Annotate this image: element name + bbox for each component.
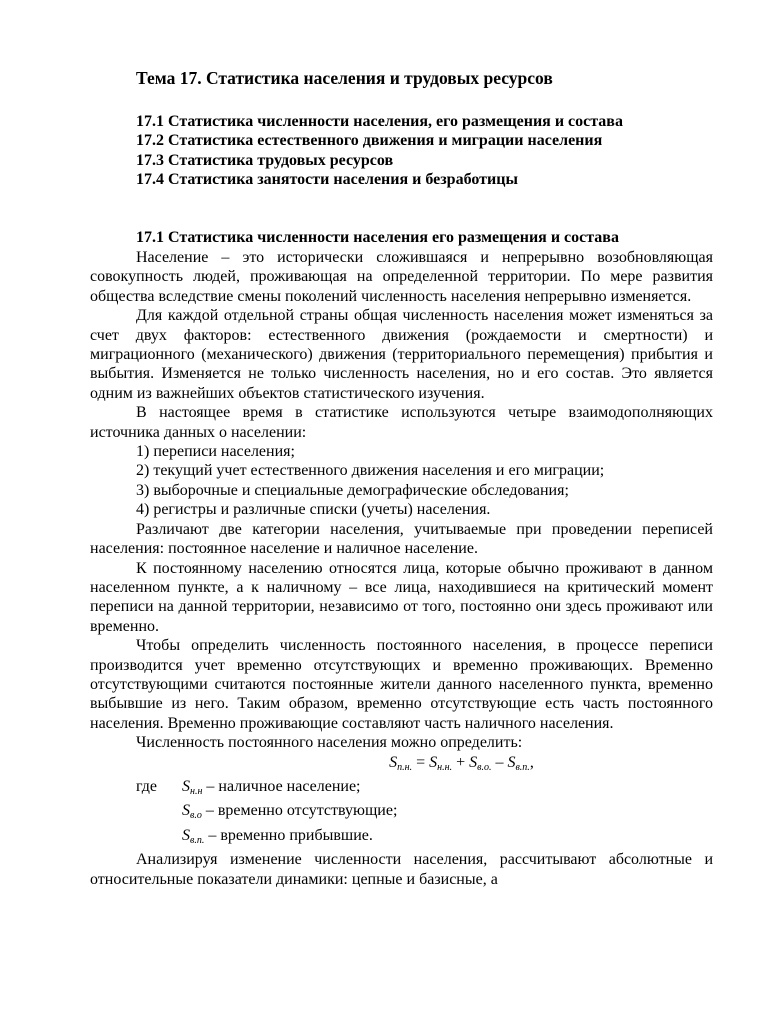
formula-symbol: S	[389, 753, 398, 771]
document-body	[90, 248, 713, 889]
formula-subscript: н.н.	[437, 761, 453, 773]
where-label: где	[136, 777, 158, 795]
definition-indent	[90, 801, 182, 825]
definition-row	[90, 826, 713, 850]
paragraph: В настоящее время в статистике используются четыре взаимодополняющих источника данных о населении:	[90, 404, 713, 441]
definition	[182, 777, 713, 801]
formula-symbol: S	[469, 753, 478, 771]
section-heading: 17.1 Статистика численности населения его размещения и состава	[136, 229, 619, 246]
definition-text: – временно отсутствующие;	[201, 802, 398, 820]
list-item: 3) выборочные и специальные демографические обследования;	[136, 481, 569, 499]
definition-row	[90, 777, 713, 801]
definition-text: – временно прибывшие.	[204, 826, 373, 844]
formula-operator: –	[491, 753, 508, 771]
paragraph: Чтобы определить численность постоянного населения, в процессе переписи производится учет временно отсутствующих и временно проживающих. Временно отсутствующими считаются постоянные жители данного населенного пункта, временно выбывшие из него. Таким образом, временно отсутствующие есть часть постоянного населения. Временно проживающие составляют часть наличного населения.	[90, 637, 713, 732]
definition-indent	[90, 826, 182, 850]
paragraph: Население – это исторически сложившаяся и непрерывно возобновляющая совокупность людей, проживающая на определенной территории. По мере развития общества вследствие смены поколений численность населения непрерывно изменяется.	[90, 249, 713, 305]
definition-text: – наличное население;	[202, 777, 361, 795]
paragraph: К постоянному населению относятся лица, которые обычно проживают в данном населенном пункте, а к наличному – все лица, находившиеся на критический момент переписи на данной территории, независимо от того, постоянно они здесь проживают или временно.	[90, 559, 713, 635]
formula-tail: ,	[529, 753, 534, 771]
list-item: 1) переписи населения;	[136, 443, 295, 461]
formula-symbol: S	[182, 777, 190, 795]
document-title: Тема 17. Статистика населения и трудовых ресурсов	[136, 68, 553, 88]
formula-symbol: S	[182, 802, 190, 820]
toc-item: 17.1 Статистика численности населения, его размещения и состава	[136, 113, 623, 130]
formula-operator: =	[412, 753, 430, 771]
toc-item: 17.3 Статистика трудовых ресурсов	[136, 151, 394, 169]
definition	[182, 826, 713, 850]
formula-symbol: S	[507, 753, 516, 771]
formula-definitions	[90, 777, 713, 850]
paragraph: Анализируя изменение численности населения, рассчитывают абсолютные и относительные показатели динамики: цепные и базисные, а	[90, 851, 713, 888]
formula-symbol: S	[182, 826, 190, 844]
table-of-contents	[136, 112, 623, 189]
definition	[182, 801, 713, 825]
list-item: 2) текущий учет естественного движения населения и его миграции;	[136, 462, 605, 480]
formula-subscript: н.н	[190, 785, 203, 797]
paragraph: Различают две категории населения, учитываемые при проведении переписей населения: постоянное население и наличное население.	[90, 520, 713, 558]
definition-row	[90, 801, 713, 825]
formula-operator: +	[452, 753, 470, 771]
formula-subscript: в.п.	[515, 761, 530, 773]
list-item: 4) регистры и различные списки (учеты) населения.	[136, 501, 491, 519]
formula-subscript: п.н.	[397, 761, 413, 773]
formula-symbol: S	[429, 753, 438, 771]
formula-subscript: в.п.	[190, 834, 205, 846]
paragraph: Численность постоянного населения можно определить:	[136, 734, 523, 752]
formula	[90, 753, 713, 777]
toc-item: 17.2 Статистика естественного движения и миграции населения	[136, 132, 603, 150]
formula-subscript: в.о.	[477, 761, 492, 773]
paragraph: Для каждой отдельной страны общая численность населения может изменяться за счет двух факторов: естественного движения (рождаемости и смертности) и миграционного (механического) движения (территориального перемещения) прибытия и выбытия. Изменяется не только численность населения, но и его состав. Это является одним из важнейших объектов статистического изучения.	[90, 307, 713, 402]
toc-item: 17.4 Статистика занятости населения и безработицы	[136, 170, 518, 188]
formula-subscript: в.о	[190, 810, 202, 822]
